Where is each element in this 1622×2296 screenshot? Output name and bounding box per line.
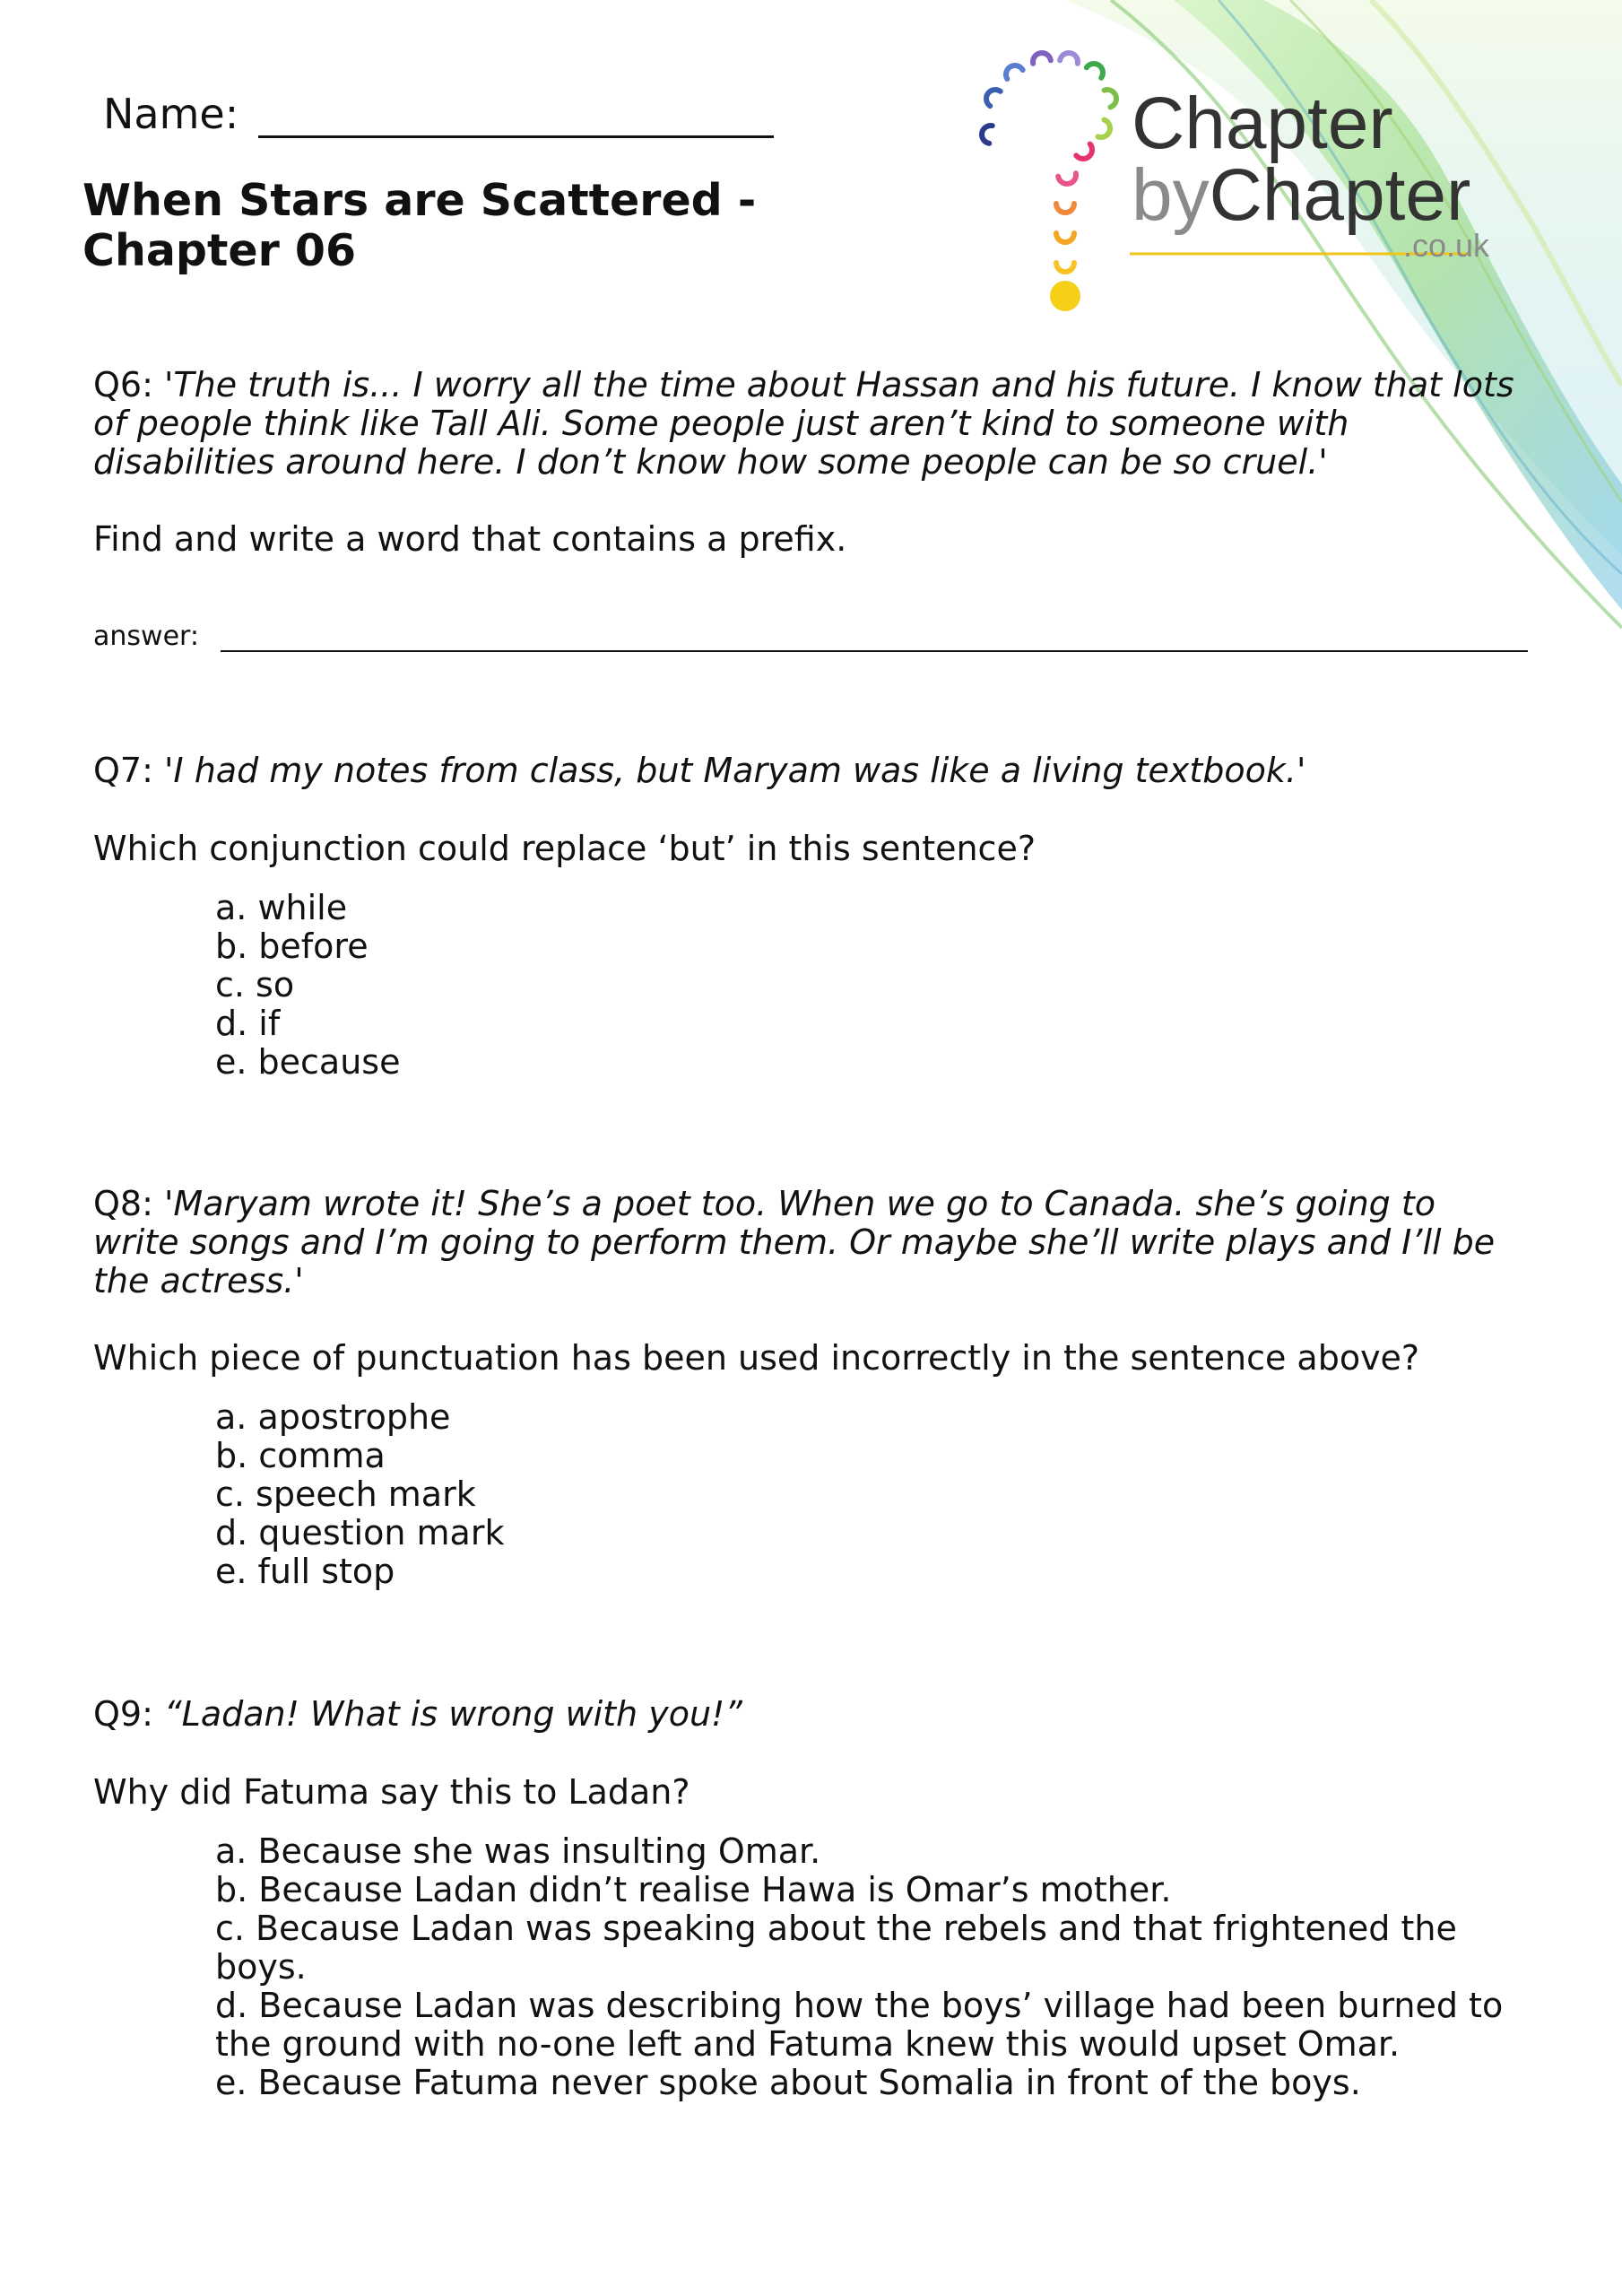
chapter-by-chapter-logo — [968, 49, 1524, 318]
q8-prompt: Which piece of punctuation has been used incorrectly in the sentence above? — [93, 1338, 1420, 1378]
name-line[interactable] — [258, 91, 774, 138]
name-field[interactable] — [103, 90, 774, 138]
q9-options — [215, 1832, 1533, 2102]
q7-option[interactable]: d. if — [215, 1004, 281, 1043]
q6-number: Q6: — [93, 365, 153, 404]
q8-option[interactable]: b. comma — [215, 1436, 386, 1475]
page-title: When Stars are Scattered - Chapter 06 — [82, 175, 757, 276]
q9-option[interactable]: c. Because Ladan was speaking about the rebels and that frightened the boys. — [215, 1909, 1457, 1987]
q7-quote — [93, 752, 1528, 790]
logo-dot — [1050, 281, 1080, 311]
logo-domain: .co.uk — [1403, 227, 1490, 264]
q7-option[interactable]: a. while — [215, 888, 348, 927]
q8-quote-text: 'Maryam wrote it! She’s a poet too. When we go to Canada. she’s going to write songs and I’m going to perform them. Or maybe she’ll write plays and I’ll be the actress.' — [93, 1184, 1496, 1300]
q9-quote-text: “Ladan! What is wrong with you!” — [163, 1694, 742, 1734]
q8-option[interactable]: a. apostrophe — [215, 1397, 451, 1437]
logo-text-chapter: Chapter — [1209, 154, 1471, 236]
answer-line[interactable] — [221, 623, 1528, 652]
q7-option[interactable]: b. before — [215, 926, 369, 966]
q8-option[interactable]: d. question mark — [215, 1513, 505, 1552]
q7-option[interactable]: c. so — [215, 965, 295, 1004]
q7-number: Q7: — [93, 751, 153, 790]
q6-prompt: Find and write a word that contains a prefix. — [93, 519, 847, 559]
q7-quote-text: 'I had my notes from class, but Maryam was like a living textbook.' — [163, 751, 1306, 790]
q9-option[interactable]: b. Because Ladan didn’t realise Hawa is Omar’s mother. — [215, 1870, 1172, 1909]
logo-text-by: by — [1132, 154, 1210, 236]
logo-text-line2 — [1132, 154, 1471, 236]
q9-option[interactable]: e. Because Fatuma never spoke about Somalia in front of the boys. — [215, 2063, 1361, 2102]
answer-label: answer: — [93, 621, 199, 652]
q8-option[interactable]: e. full stop — [215, 1552, 395, 1591]
q8-options — [215, 1398, 504, 1591]
q8-number: Q8: — [93, 1184, 153, 1223]
name-label: Name: — [103, 90, 239, 138]
q9-quote — [93, 1695, 1528, 1734]
q8-quote — [93, 1185, 1528, 1300]
q8-option[interactable]: c. speech mark — [215, 1474, 476, 1514]
q7-prompt: Which conjunction could replace ‘but’ in this sentence? — [93, 829, 1036, 868]
q7-options — [215, 889, 400, 1082]
logo-text-line1: Chapter — [1132, 83, 1393, 164]
q6-quote — [93, 366, 1528, 482]
q9-number: Q9: — [93, 1694, 153, 1734]
q9-option[interactable]: a. Because she was insulting Omar. — [215, 1831, 821, 1871]
q6-quote-text: 'The truth is... I worry all the time about Hassan and his future. I know that lots of people think like Tall Ali. Some people just aren’t kind to someone with disabilities around here. I don’t know how some people can be so cruel.' — [93, 365, 1514, 482]
q7-option[interactable]: e. because — [215, 1042, 401, 1082]
q6-answer-field[interactable] — [93, 621, 1528, 652]
q9-prompt: Why did Fatuma say this to Ladan? — [93, 1772, 690, 1812]
q9-option[interactable]: d. Because Ladan was describing how the boys’ village had been burned to the ground with no-one left and Fatuma knew this would upset Omar. — [215, 1986, 1504, 2064]
